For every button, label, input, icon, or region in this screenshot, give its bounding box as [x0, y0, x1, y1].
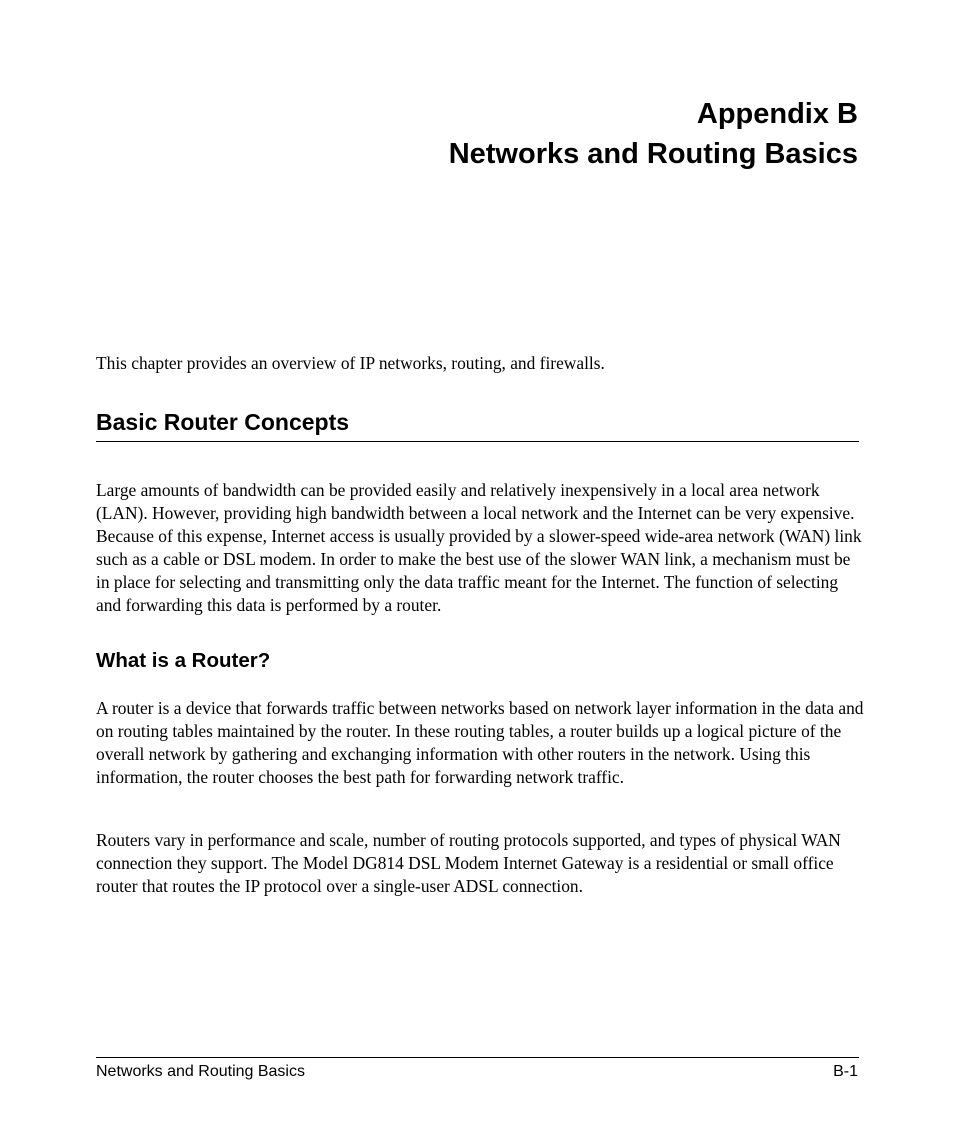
intro-paragraph: This chapter provides an overview of IP networks, routing, and firewalls.: [96, 353, 605, 373]
subsection-heading-what-is-a-router: What is a Router?: [96, 649, 271, 672]
paragraph-bandwidth: Large amounts of bandwidth can be provided easily and relatively inexpensively in a local area network (LAN). However, providing high bandwidth between a local network and the Internet can be very expensive. Because of this expense, Internet access is usually provided by a slower-speed wide-area network (WAN) link such as a cable or DSL modem. In order to make the best use of the slower WAN link, a mechanism must be in place for selecting and transmitting only the data traffic meant for the Internet. The function of selecting and forwarding this data is performed by a router.: [96, 480, 862, 615]
paragraph-router-definition: A router is a device that forwards traffic between networks based on network layer information in the data and on routing tables maintained by the router. In these routing tables, a router builds up a logical picture of the overall network by gathering and exchanging information with other routers in the network. Using this information, the router chooses the best path for forwarding network traffic.: [96, 698, 864, 787]
appendix-label: Appendix B: [696, 98, 858, 130]
chapter-title: Networks and Routing Basics: [448, 138, 858, 170]
footer-page-number: B-1: [833, 1063, 858, 1080]
footer-divider: [96, 1057, 859, 1058]
footer-chapter-name: Networks and Routing Basics: [96, 1063, 305, 1080]
page-title: [449, 94, 858, 174]
section-heading-basic-router-concepts: Basic Router Concepts: [96, 405, 859, 442]
paragraph-router-variety: Routers vary in performance and scale, number of routing protocols supported, and types of physical WAN connection they support. The Model DG814 DSL Modem Internet Gateway is a residential or small office router that routes the IP protocol over a single-user ADSL connection.: [96, 830, 841, 896]
